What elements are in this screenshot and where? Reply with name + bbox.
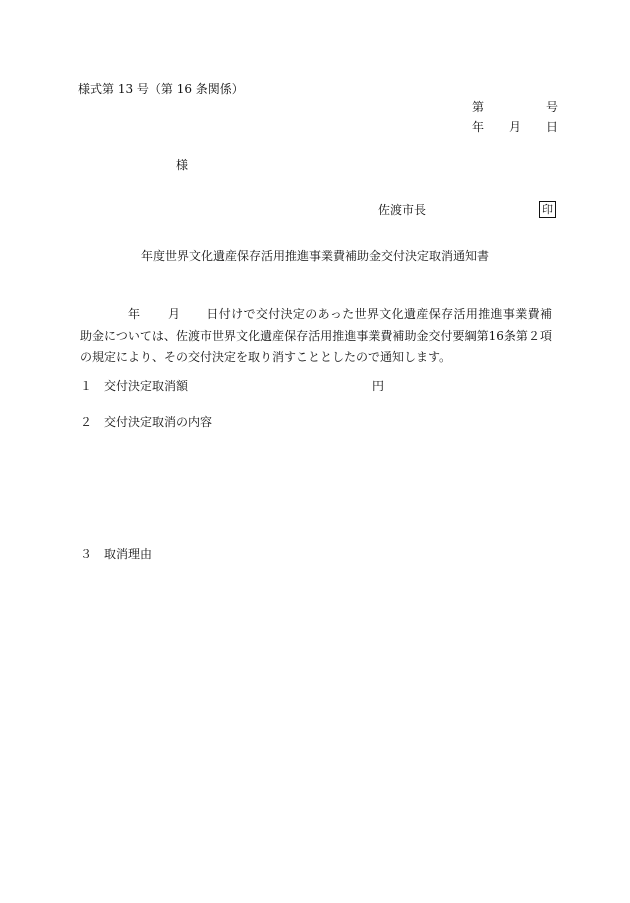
- item-cancel-amount: [80, 378, 188, 394]
- number-prefix: 第: [472, 100, 485, 114]
- amount-unit: 円: [372, 379, 385, 393]
- document-number-line: [472, 99, 558, 115]
- body-year: 年: [128, 307, 141, 321]
- item-number: ３: [80, 547, 93, 561]
- date-day: 日: [545, 120, 558, 134]
- date-year: 年: [472, 120, 485, 134]
- addressee: 様: [176, 158, 189, 172]
- date-month: 月: [508, 120, 521, 134]
- body-paragraph: [80, 304, 552, 369]
- form-number: 様式第 13 号（第 16 条関係）: [78, 82, 244, 96]
- body-month: 月: [168, 307, 181, 321]
- sender-name: 佐渡市長: [378, 203, 427, 217]
- number-suffix: 号: [545, 100, 558, 114]
- seal-box: 印: [539, 201, 556, 218]
- item-number: ２: [80, 415, 93, 429]
- item-cancel-reason: [80, 546, 152, 562]
- item-cancel-content: [80, 414, 212, 430]
- item-label: 交付決定取消額: [104, 379, 189, 393]
- item-number: １: [80, 379, 93, 393]
- document-title: 年度世界文化遺産保存活用推進事業費補助金交付決定取消通知書: [140, 249, 489, 263]
- item-label: 交付決定取消の内容: [104, 415, 213, 429]
- document-date-line: [472, 119, 558, 135]
- item-label: 取消理由: [104, 547, 153, 561]
- body-text: 日付けで交付決定のあった世界文化遺産保存活用推進事業費補助金については、佐渡市世界文化遺産保存活用推進事業費補助金交付要綱第16条第２項の規定により、その交付決定を取り消すこととしたので通知します。: [80, 307, 552, 364]
